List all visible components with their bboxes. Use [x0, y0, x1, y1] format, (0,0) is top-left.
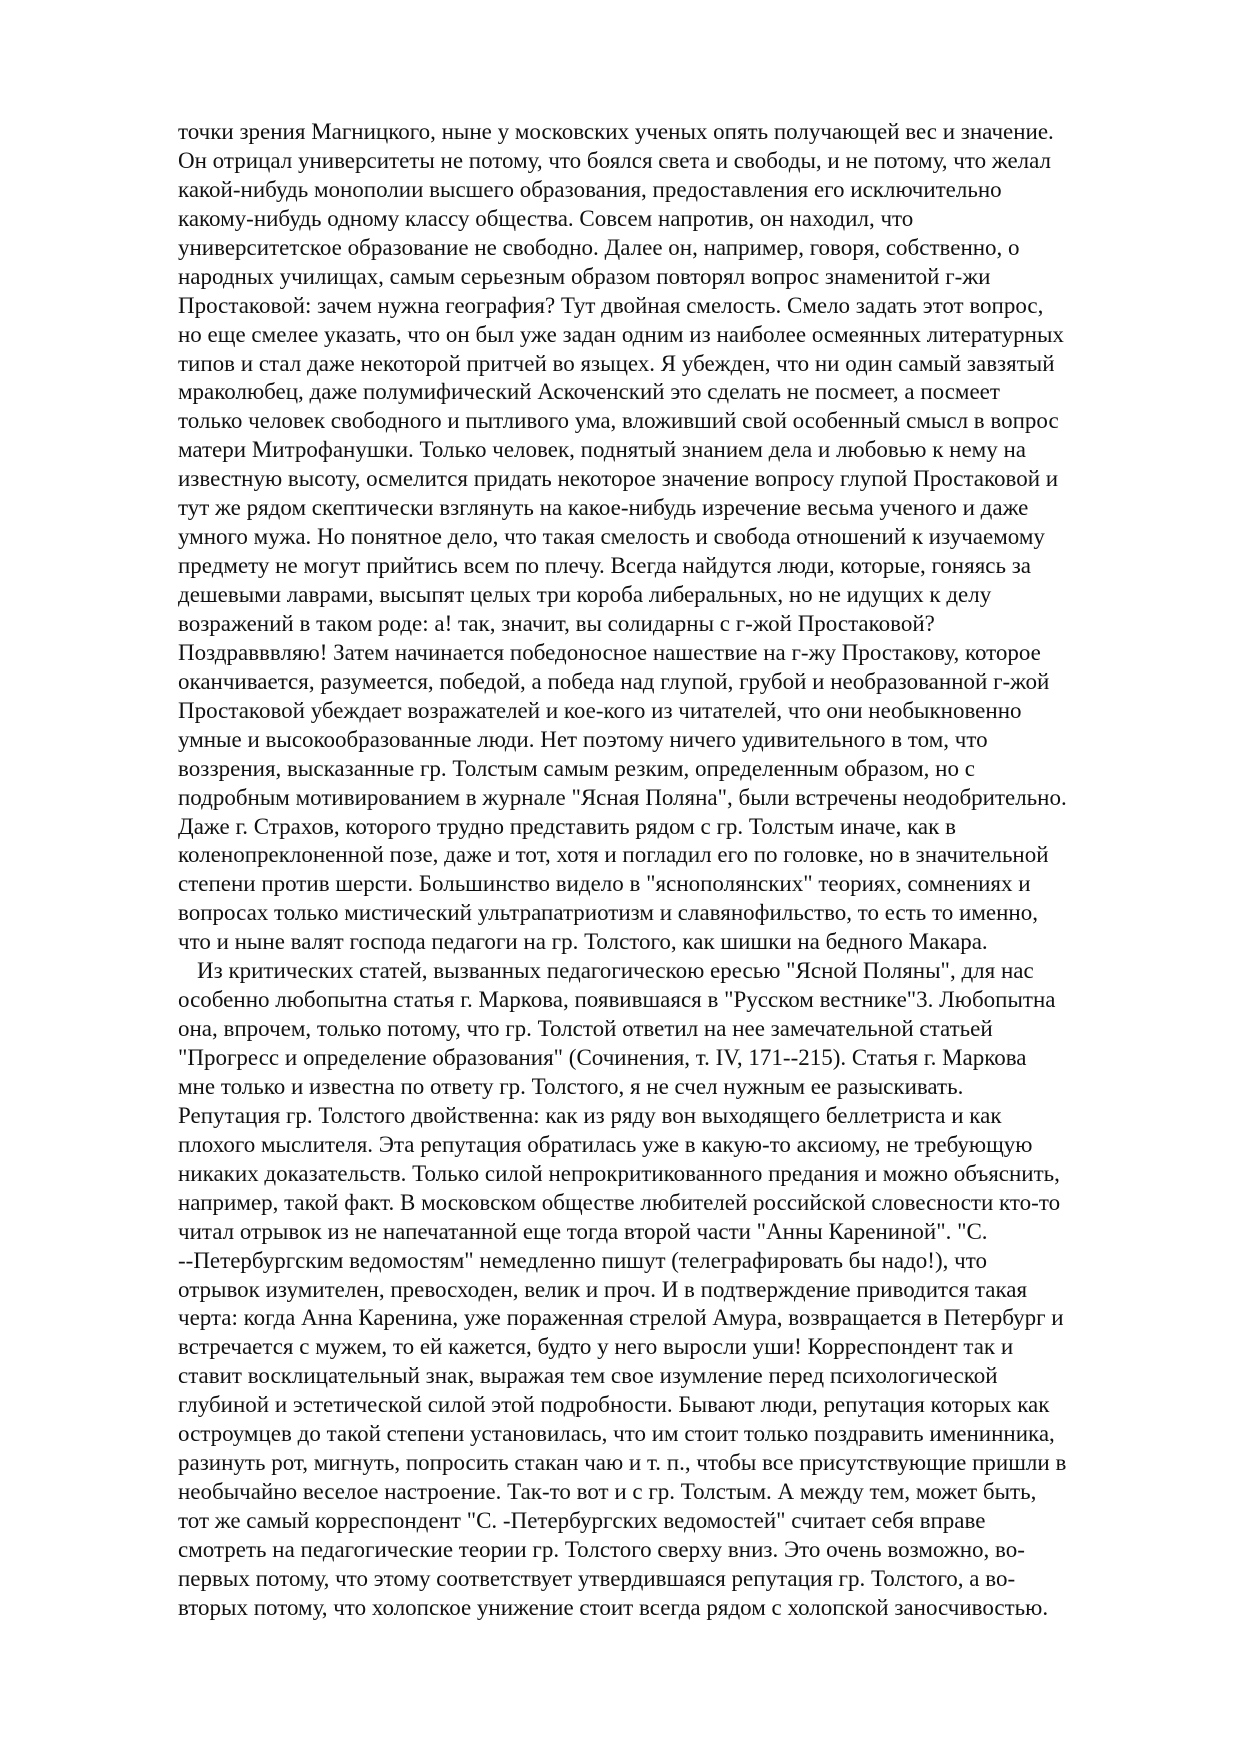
text-line: Поздравввляю! Затем начинается победоносное нашествие на г-жу Простакову, которое [178, 639, 1041, 665]
text-line: остроумцев до такой степени установилась, что им стоит только поздравить именинника, [178, 1421, 1055, 1447]
text-line: какому-нибудь одному классу общества. Совсем напротив, он находил, что [178, 205, 914, 231]
text-line: глубиной и эстетической силой этой подробности. Бывают люди, репутация которых как [178, 1392, 1050, 1418]
text-line: народных училищах, самым серьезным образом повторял вопрос знаменитой г-жи [178, 263, 991, 289]
text-line: мраколюбец, даже полумифический Аскоченский это сделать не посмеет, а посмеет [178, 379, 1000, 405]
text-line: никаких доказательств. Только силой непрокритикованного предания и можно объяснить, [178, 1160, 1060, 1186]
text-line: вторых потому, что холопское унижение стоит всегда рядом с холопской заносчивостью. [178, 1594, 1049, 1620]
text-line: возражений в таком роде: а! так, значит, вы солидарны с г-жой Простаковой? [178, 610, 935, 636]
text-line: например, такой факт. В московском обществе любителей российской словесности кто-то [178, 1189, 1061, 1215]
text-line: умного мужа. Но понятное дело, что такая смелость и свобода отношений к изучаемому [178, 524, 1045, 550]
text-line: коленопреклоненной позе, даже и тот, хотя и погладил его по головке, но в значительной [178, 842, 1049, 868]
text-line: воззрения, высказанные гр. Толстым самым резким, определенным образом, но с [178, 755, 975, 781]
text-line: точки зрения Магницкого, ныне у московских ученых опять получающей вес и значение. [178, 119, 1054, 144]
text-line: подробным мотивированием в журнале "Ясная Поляна", были встречены неодобрительно. [178, 784, 1067, 810]
text-line: смотреть на педагогические теории гр. Толстого сверху вниз. Это очень возможно, во- [178, 1536, 1025, 1562]
text-line: что и ныне валят господа педагоги на гр. Толстого, как шишки на бедного Макара. [178, 929, 988, 955]
text-line: --Петербургским ведомостям" немедленно пишут (телеграфировать бы надо!), что [178, 1247, 987, 1273]
text-line: оканчивается, разумеется, победой, а победа над глупой, грубой и необразованной г-жой [178, 668, 1050, 694]
text-line: Даже г. Страхов, которого трудно представить рядом с гр. Толстым иначе, как в [178, 813, 956, 839]
text-line: читал отрывок из не напечатанной еще тогда второй части "Анны Карениной". "С. [178, 1218, 988, 1244]
text-line: необычайно веселое настроение. Так-то вот и с гр. Толстым. А между тем, может быть, [178, 1479, 1037, 1505]
text-line: черта: когда Анна Каренина, уже пораженная стрелой Амура, возвращается в Петербург и [178, 1305, 1064, 1331]
text-line: тут же рядом скептически взглянуть на какое-нибудь изречение весьма ученого и даже [178, 495, 1029, 521]
text-line: отрывок изумителен, превосходен, велик и проч. И в подтверждение приводится такая [178, 1276, 1028, 1302]
text-line: типов и стал даже некоторой притчей во языцех. Я убежден, что ни один самый завзятый [178, 350, 1055, 376]
text-line: ставит восклицательный знак, выражая тем свое изумление перед психологической [178, 1363, 998, 1389]
text-line: но еще смелее указать, что он был уже задан одним из наиболее осмеянных литературных [178, 321, 1064, 347]
text-line: "Прогресс и определение образования" (Сочинения, т. IV, 171--215). Статья г. Маркова [178, 1045, 1027, 1070]
text-line: степени против шерсти. Большинство видело в "яснополянских" теориях, сомнениях и [178, 871, 1031, 897]
text-line: встречается с мужем, то ей кажется, будто у него выросли уши! Корреспондент так и [178, 1334, 1014, 1360]
text-line: умные и высокообразованные люди. Нет поэтому ничего удивительного в том, что [178, 726, 988, 752]
text-line: известную высоту, осмелится придать некоторое значение вопросу глупой Простаковой и [178, 466, 1059, 492]
text-line: матери Митрофанушки. Только человек, поднятый знанием дела и любовью к нему на [178, 437, 1026, 463]
text-line: предмету не могут прийтись всем по плечу. Всегда найдутся люди, которые, гоняясь за [178, 553, 1032, 579]
text-line: какой-нибудь монополии высшего образования, предоставления его исключительно [178, 176, 1002, 202]
text-line: только человек свободного и пытливого ума, вложивший свой особенный смысл в вопрос [178, 408, 1059, 434]
text-line: первых потому, что этому соответствует утвердившаяся репутация гр. Толстого, а во- [178, 1565, 1016, 1591]
text-line: тот же самый корреспондент "С. -Петербургских ведомостей" считает себя вправе [178, 1508, 986, 1533]
text-line: университетское образование не свободно. Далее он, например, говоря, собственно, о [178, 234, 1020, 260]
text-line: разинуть рот, мигнуть, попросить стакан чаю и т. п., чтобы все присутствующие пришли в [178, 1450, 1067, 1476]
text-line: Репутация гр. Толстого двойственна: как из ряду вон выходящего беллетриста и как [178, 1102, 1002, 1128]
text-line: Простаковой: зачем нужна география? Тут двойная смелость. Смело задать этот вопрос, [178, 292, 1044, 318]
text-line: дешевыми лаврами, высыпят целых три короба либеральных, но не идущих к делу [178, 582, 992, 607]
text-line: вопросах только мистический ультрапатриотизм и славянофильство, то есть то именно, [178, 900, 1038, 926]
text-line: плохого мыслителя. Эта репутация обратилась уже в какую-то аксиому, не требующую [178, 1131, 1033, 1157]
text-line: мне только и известна по ответу гр. Толстого, я не счел нужным ее разыскивать. [178, 1073, 964, 1099]
text-line: Простаковой убеждает возражателей и кое-кого из читателей, что они необыкновенно [178, 697, 1022, 723]
text-line: особенно любопытна статья г. Маркова, появившаяся в "Русском вестнике"3. Любопытна [178, 987, 1056, 1013]
text-line: Он отрицал университеты не потому, что боялся света и свободы, и не потому, что желал [178, 147, 1052, 173]
body-text [178, 118, 1158, 1623]
text-line: она, впрочем, только потому, что гр. Толстой ответил на нее замечательной статьей [178, 1016, 993, 1042]
paragraph-start-line: Из критических статей, вызванных педагогическою ересью "Ясной Поляны", для нас [197, 958, 1034, 984]
